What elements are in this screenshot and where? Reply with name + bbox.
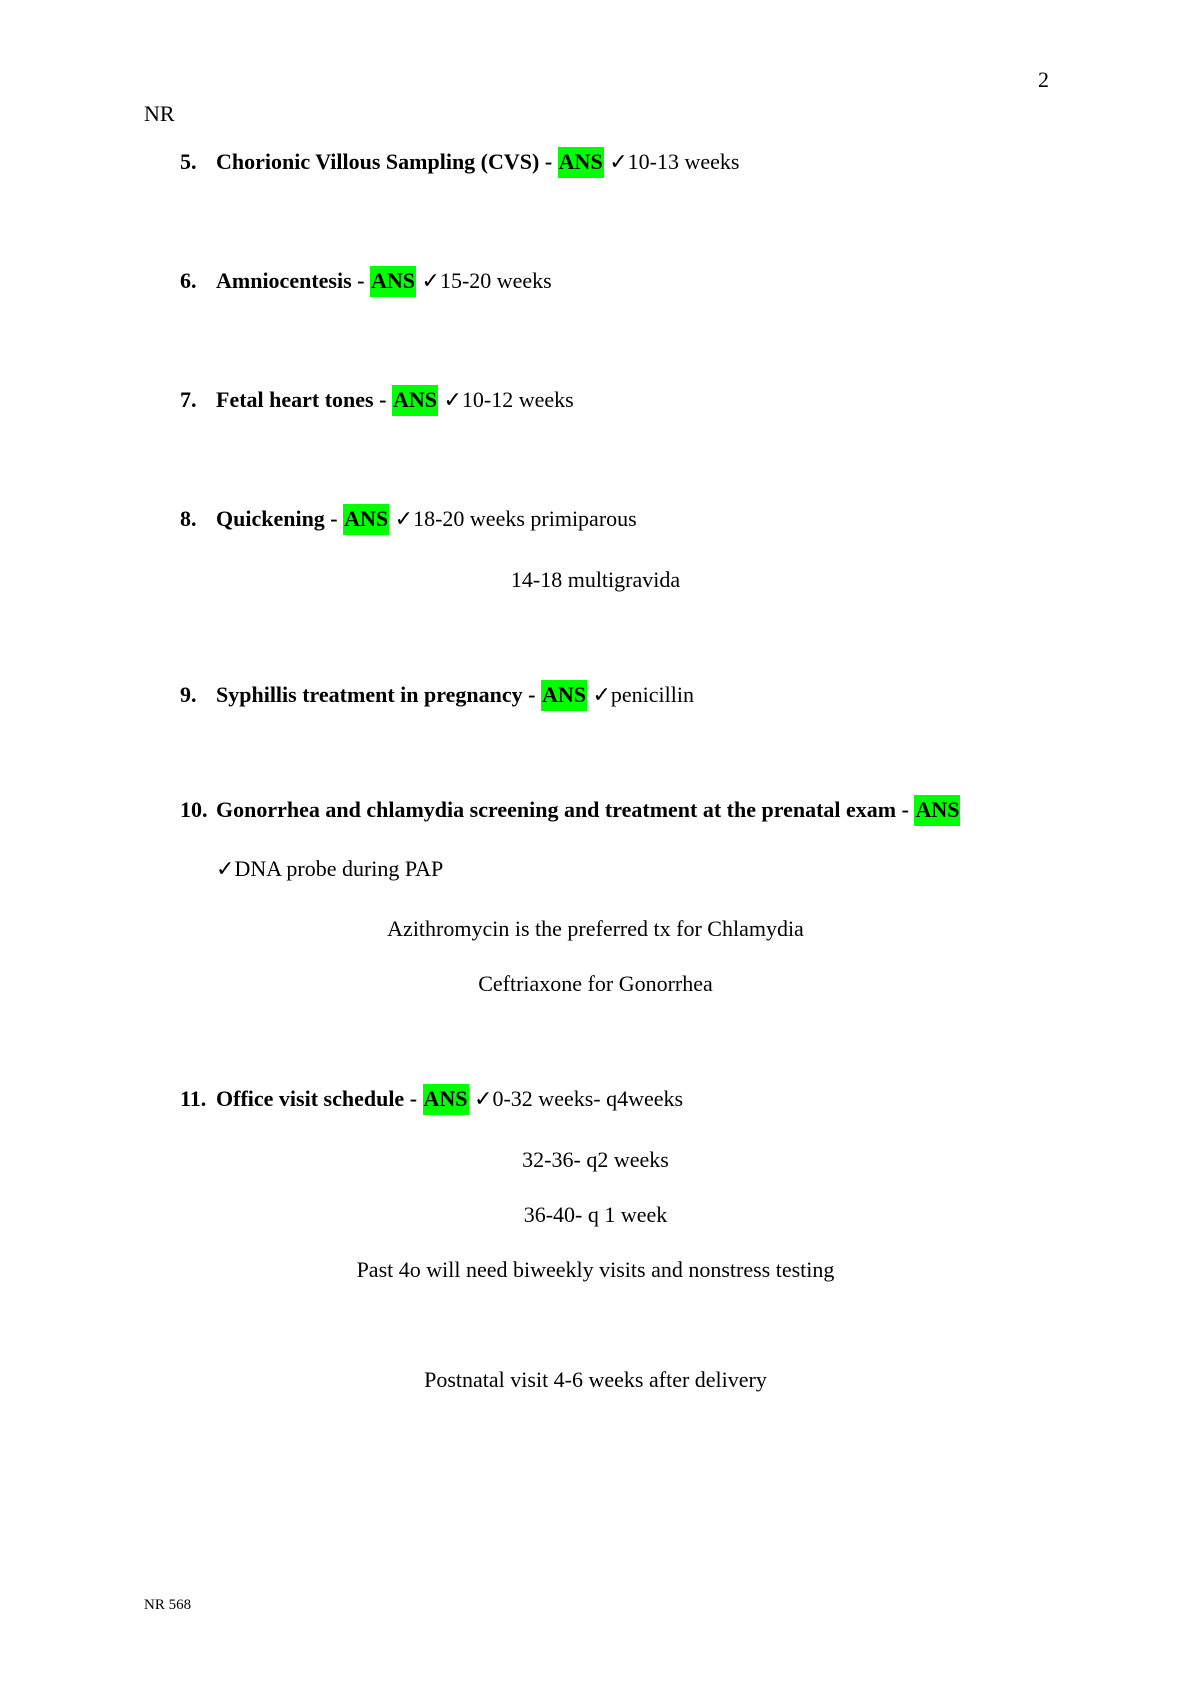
item-number: 11. [180, 1086, 207, 1111]
running-head: NR [144, 101, 175, 126]
answer-continuation: Azithromycin is the preferred tx for Chlamydia [387, 916, 804, 941]
item-number: 7. [180, 387, 197, 412]
check-icon: ✓ [609, 149, 628, 174]
question-text: Chorionic Villous Sampling (CVS) - [216, 149, 558, 174]
question-text: Amniocentesis - [216, 268, 370, 293]
ans-highlight: ANS [370, 266, 416, 297]
check-icon: ✓ [216, 856, 235, 881]
answer-text: DNA probe during PAP [234, 856, 444, 881]
ans-highlight: ANS [558, 147, 604, 178]
answer-line [216, 855, 443, 883]
answer-text: 0-32 weeks- q4weeks [492, 1086, 684, 1111]
qa-item-8 [180, 505, 637, 533]
answer-continuation: 32-36- q2 weeks [522, 1147, 669, 1172]
qa-item-5 [180, 148, 739, 176]
question-text: Quickening - [216, 506, 344, 531]
answer-continuation: 14-18 multigravida [510, 567, 681, 592]
question-text: Fetal heart tones - [216, 387, 392, 412]
check-icon: ✓ [474, 1086, 493, 1111]
ans-highlight: ANS [423, 1084, 469, 1115]
qa-item-11 [180, 1085, 683, 1113]
answer-continuation: Past 4o will need biweekly visits and nonstress testing [356, 1257, 835, 1282]
check-icon: ✓ [421, 268, 440, 293]
ans-highlight: ANS [392, 385, 438, 416]
qa-item-10 [180, 796, 960, 824]
answer-text: penicillin [610, 682, 694, 707]
item-number: 10. [180, 797, 208, 822]
page-footer: NR 568 [144, 1597, 192, 1613]
qa-item-6 [180, 267, 552, 295]
answer-text: 15-20 weeks [439, 268, 552, 293]
answer-text: 18-20 weeks primiparous [413, 506, 637, 531]
ans-highlight: ANS [541, 680, 587, 711]
item-number: 6. [180, 268, 197, 293]
answer-text: 10-12 weeks [461, 387, 574, 412]
check-icon: ✓ [443, 387, 462, 412]
check-icon: ✓ [394, 506, 414, 531]
question-text: Gonorrhea and chlamydia screening and treatment at the prenatal exam - [216, 797, 915, 822]
qa-item-7 [180, 386, 574, 414]
answer-continuation: 36-40- q 1 week [523, 1202, 668, 1227]
ans-highlight: ANS [914, 795, 960, 826]
item-number: 9. [180, 682, 197, 707]
page-number: 2 [1038, 67, 1049, 92]
answer-text: 10-13 weeks [627, 149, 740, 174]
answer-continuation: Postnatal visit 4-6 weeks after delivery [424, 1367, 767, 1392]
item-number: 5. [180, 149, 197, 174]
item-number: 8. [180, 506, 197, 531]
qa-item-9 [180, 681, 694, 709]
ans-highlight: ANS [343, 504, 389, 535]
answer-continuation: Ceftriaxone for Gonorrhea [478, 971, 713, 996]
question-text: Office visit schedule - [216, 1086, 423, 1111]
question-text: Syphillis treatment in pregnancy - [216, 682, 541, 707]
check-icon: ✓ [592, 682, 611, 707]
